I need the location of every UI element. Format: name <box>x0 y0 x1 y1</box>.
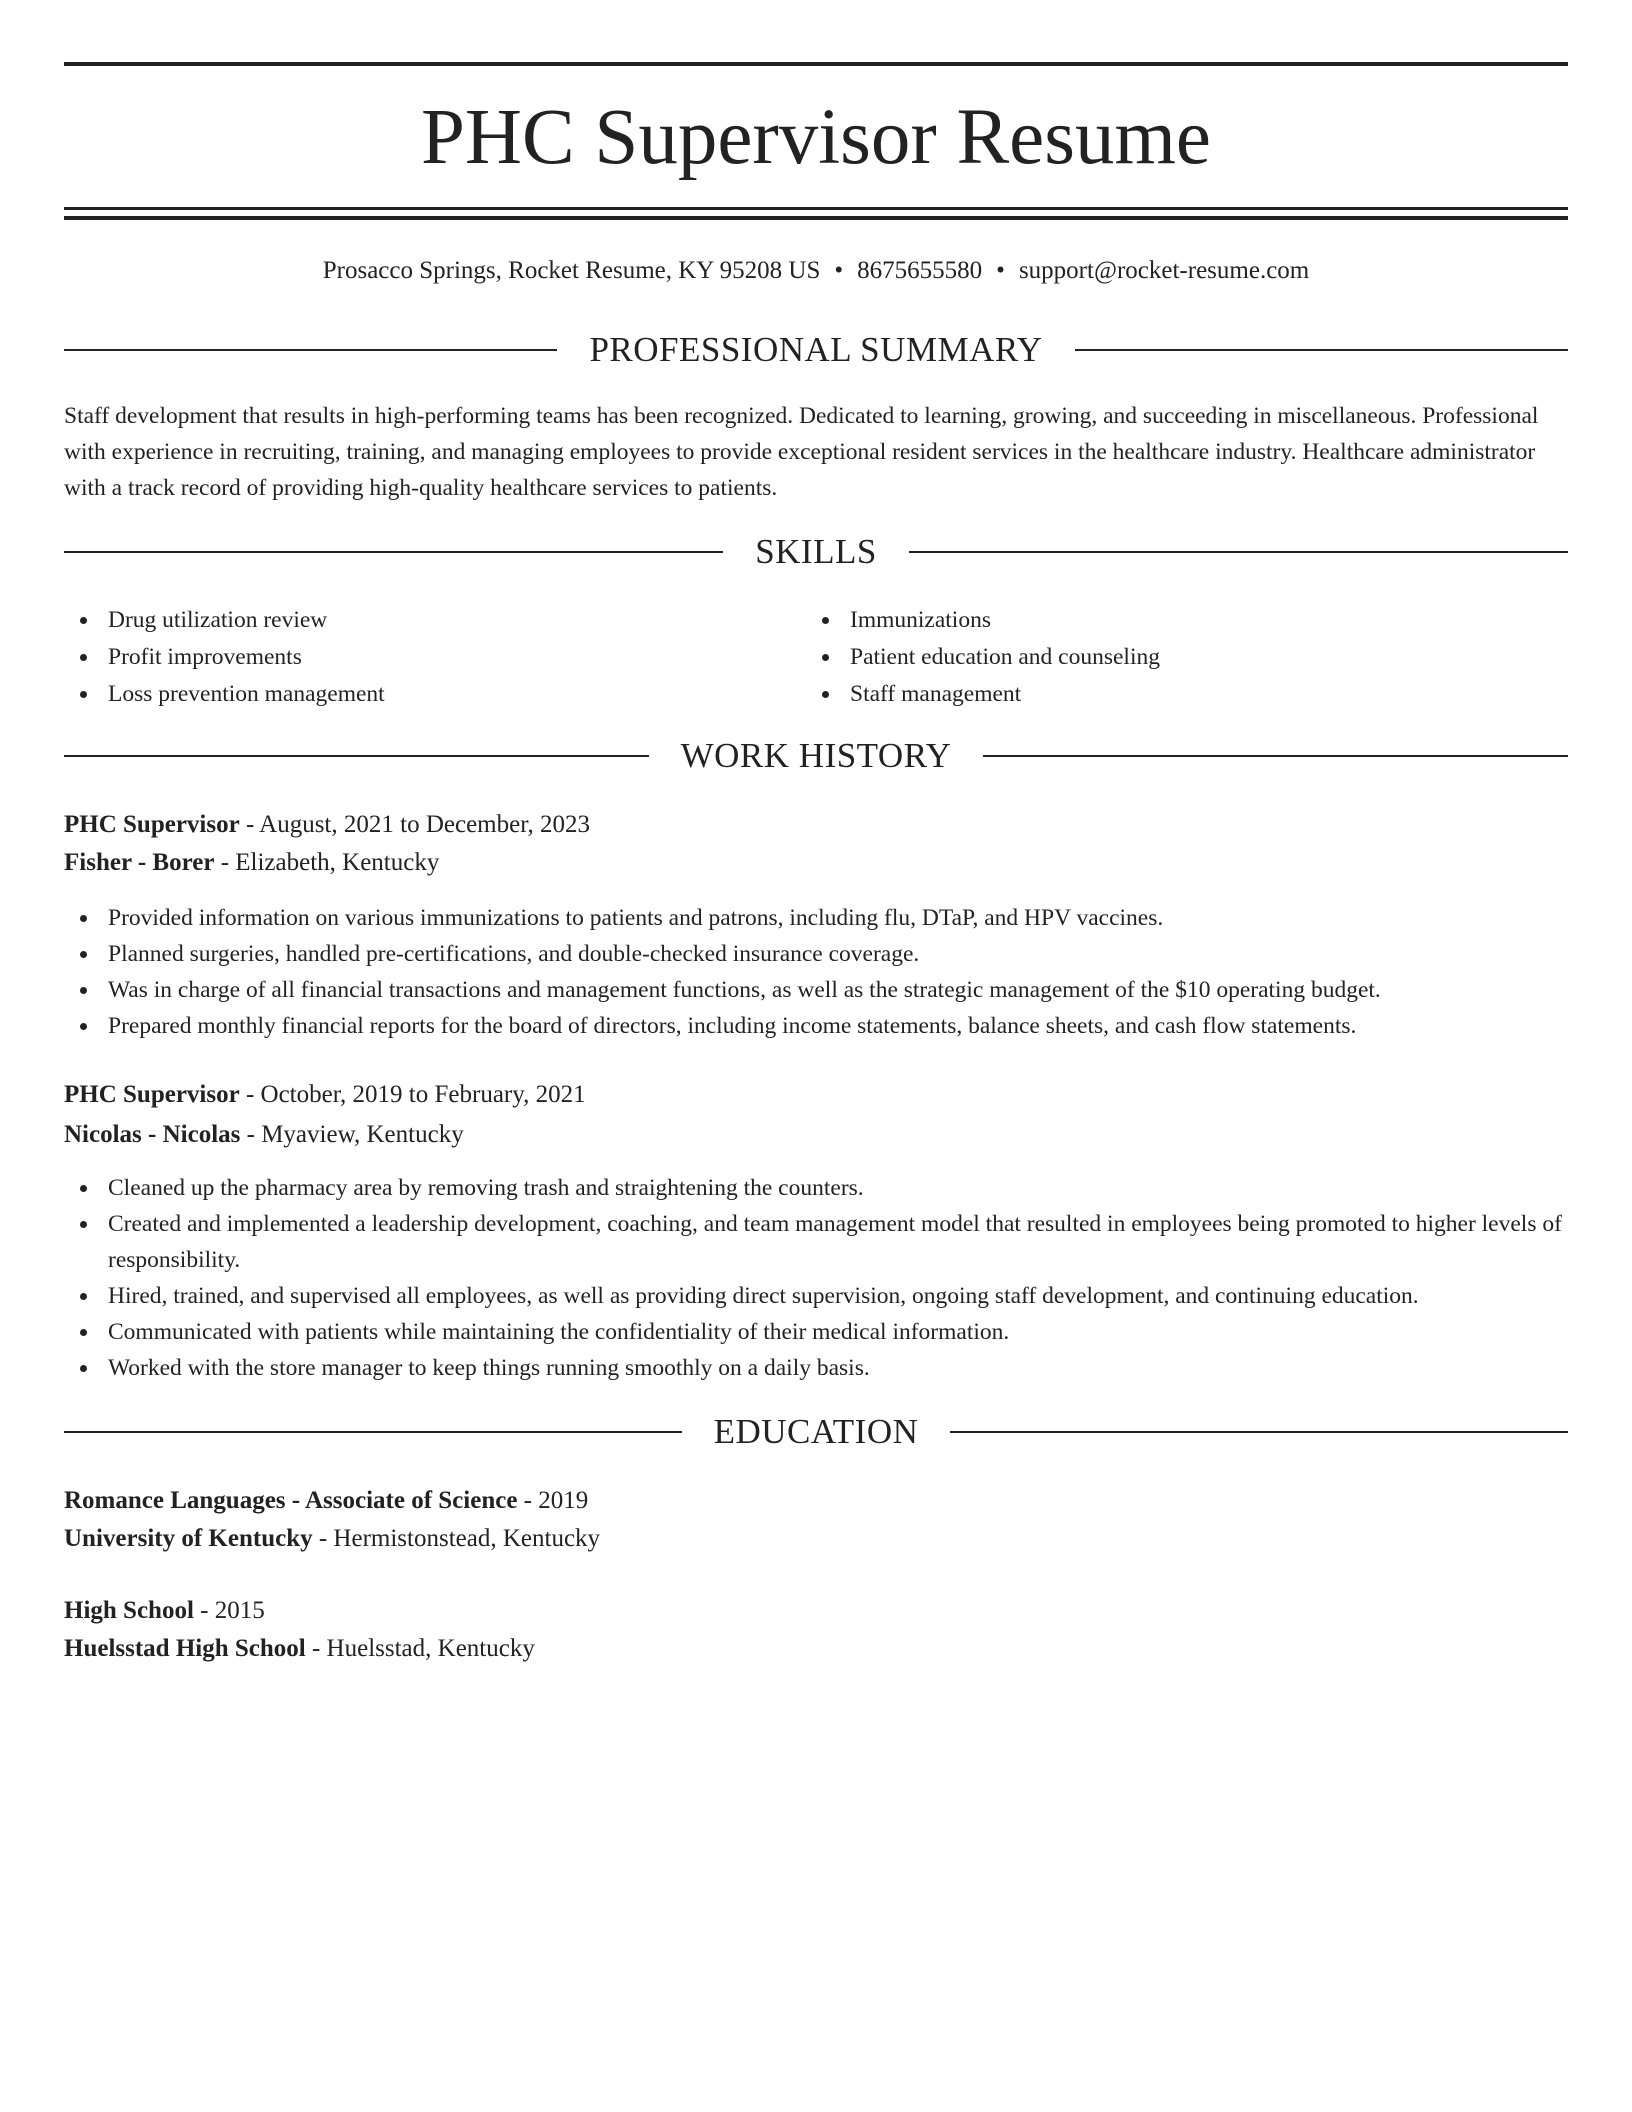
job-bullet: Prepared monthly financial reports for the board of directors, including income statements, balance sheets, and cash flow statements. <box>64 1008 1568 1044</box>
contact-address: Prosacco Springs, Rocket Resume, KY 95208 US <box>322 257 821 284</box>
heading-rule-right <box>950 1431 1568 1433</box>
education-heading-label: EDUCATION <box>713 1412 919 1451</box>
contact-separator: • <box>834 257 844 284</box>
job-company: Nicolas - Nicolas <box>64 1121 241 1148</box>
job-company-line <box>64 845 1568 881</box>
education-year: - 2019 <box>517 1487 589 1514</box>
education-degree-line <box>64 1593 1568 1629</box>
education-year: - 2015 <box>193 1597 265 1624</box>
skills-list-left <box>64 602 804 713</box>
education-degree-line <box>64 1483 1568 1519</box>
work-heading-label: WORK HISTORY <box>680 736 952 775</box>
contact-email: support@rocket-resume.com <box>1018 257 1310 284</box>
job-bullets <box>64 900 1568 1044</box>
skills-heading <box>64 530 1568 574</box>
top-rule <box>64 62 1568 66</box>
heading-rule-right <box>1075 349 1568 351</box>
skill-item: Patient education and counseling <box>806 639 1546 676</box>
heading-rule-right <box>983 755 1568 757</box>
job-bullet: Hired, trained, and supervised all employees, as well as providing direct supervision, ongoing staff development, and continuing education. <box>64 1278 1568 1314</box>
education-degree: High School <box>64 1597 194 1624</box>
heading-rule-left <box>64 551 723 553</box>
skill-item: Immunizations <box>806 602 1546 639</box>
job-bullet: Communicated with patients while maintaining the confidentiality of their medical information. <box>64 1314 1568 1350</box>
job-title: PHC Supervisor <box>64 811 240 838</box>
job-title-line <box>64 1077 1568 1113</box>
job-title: PHC Supervisor <box>64 1081 240 1108</box>
contact-line <box>64 254 1568 288</box>
job-location: - Elizabeth, Kentucky <box>214 849 440 876</box>
heading-rule-left <box>64 755 649 757</box>
education-school-line <box>64 1521 1568 1557</box>
summary-heading <box>64 328 1568 372</box>
education-location: - Hermistonstead, Kentucky <box>312 1525 601 1552</box>
job-bullet: Created and implemented a leadership development, coaching, and team management model that resulted in employees being promoted to higher levels of responsibility. <box>64 1206 1568 1278</box>
title-rule-upper <box>64 207 1568 210</box>
job-dates: - August, 2021 to December, 2023 <box>239 811 591 838</box>
job-location: - Myaview, Kentucky <box>240 1121 464 1148</box>
education-school: Huelsstad High School <box>64 1635 306 1662</box>
job-company: Fisher - Borer <box>64 849 215 876</box>
job-bullet: Was in charge of all financial transactions and management functions, as well as the strategic management of the $10 operating budget. <box>64 972 1568 1008</box>
education-heading <box>64 1410 1568 1454</box>
contact-separator: • <box>996 257 1005 284</box>
summary-text: Staff development that results in high-performing teams has been recognized. Dedicated to learning, growing, and succeeding in miscellaneous. Professional with experience in recruiting, training, and managing employees to provide exceptional resident services in the healthcare industry. Healthcare administrator with a track record of providing high-quality healthcare services to patients. <box>64 403 1539 501</box>
education-degree: Romance Languages - Associate of Science <box>64 1487 518 1514</box>
education-school: University of Kentucky <box>64 1525 313 1552</box>
resume-title: PHC Supervisor Resume <box>421 94 1211 181</box>
education-location: - Huelsstad, Kentucky <box>305 1635 535 1662</box>
skill-item: Staff management <box>806 676 1546 713</box>
skill-item: Drug utilization review <box>64 602 804 639</box>
heading-rule-left <box>64 349 557 351</box>
skills-list-right <box>806 602 1546 713</box>
summary-heading-label: PROFESSIONAL SUMMARY <box>589 330 1043 369</box>
job-dates: - October, 2019 to February, 2021 <box>239 1081 586 1108</box>
skill-item: Loss prevention management <box>64 676 804 713</box>
job-bullet: Planned surgeries, handled pre-certifications, and double-checked insurance coverage. <box>64 936 1568 972</box>
skill-item: Profit improvements <box>64 639 804 676</box>
heading-rule-right <box>909 551 1568 553</box>
title-rule-lower <box>64 216 1568 220</box>
skills-heading-label: SKILLS <box>755 532 877 571</box>
job-bullet: Cleaned up the pharmacy area by removing trash and straightening the counters. <box>64 1170 1568 1206</box>
education-school-line <box>64 1631 1568 1667</box>
job-bullet: Provided information on various immunizations to patients and patrons, including flu, DTaP, and HPV vaccines. <box>64 900 1568 936</box>
job-bullet: Worked with the store manager to keep things running smoothly on a daily basis. <box>64 1350 1568 1386</box>
job-company-line <box>64 1117 1568 1153</box>
job-bullets <box>64 1170 1568 1386</box>
contact-phone: 8675655580 <box>857 257 983 284</box>
heading-rule-left <box>64 1431 682 1433</box>
work-heading <box>64 734 1568 778</box>
job-title-line <box>64 807 1568 843</box>
